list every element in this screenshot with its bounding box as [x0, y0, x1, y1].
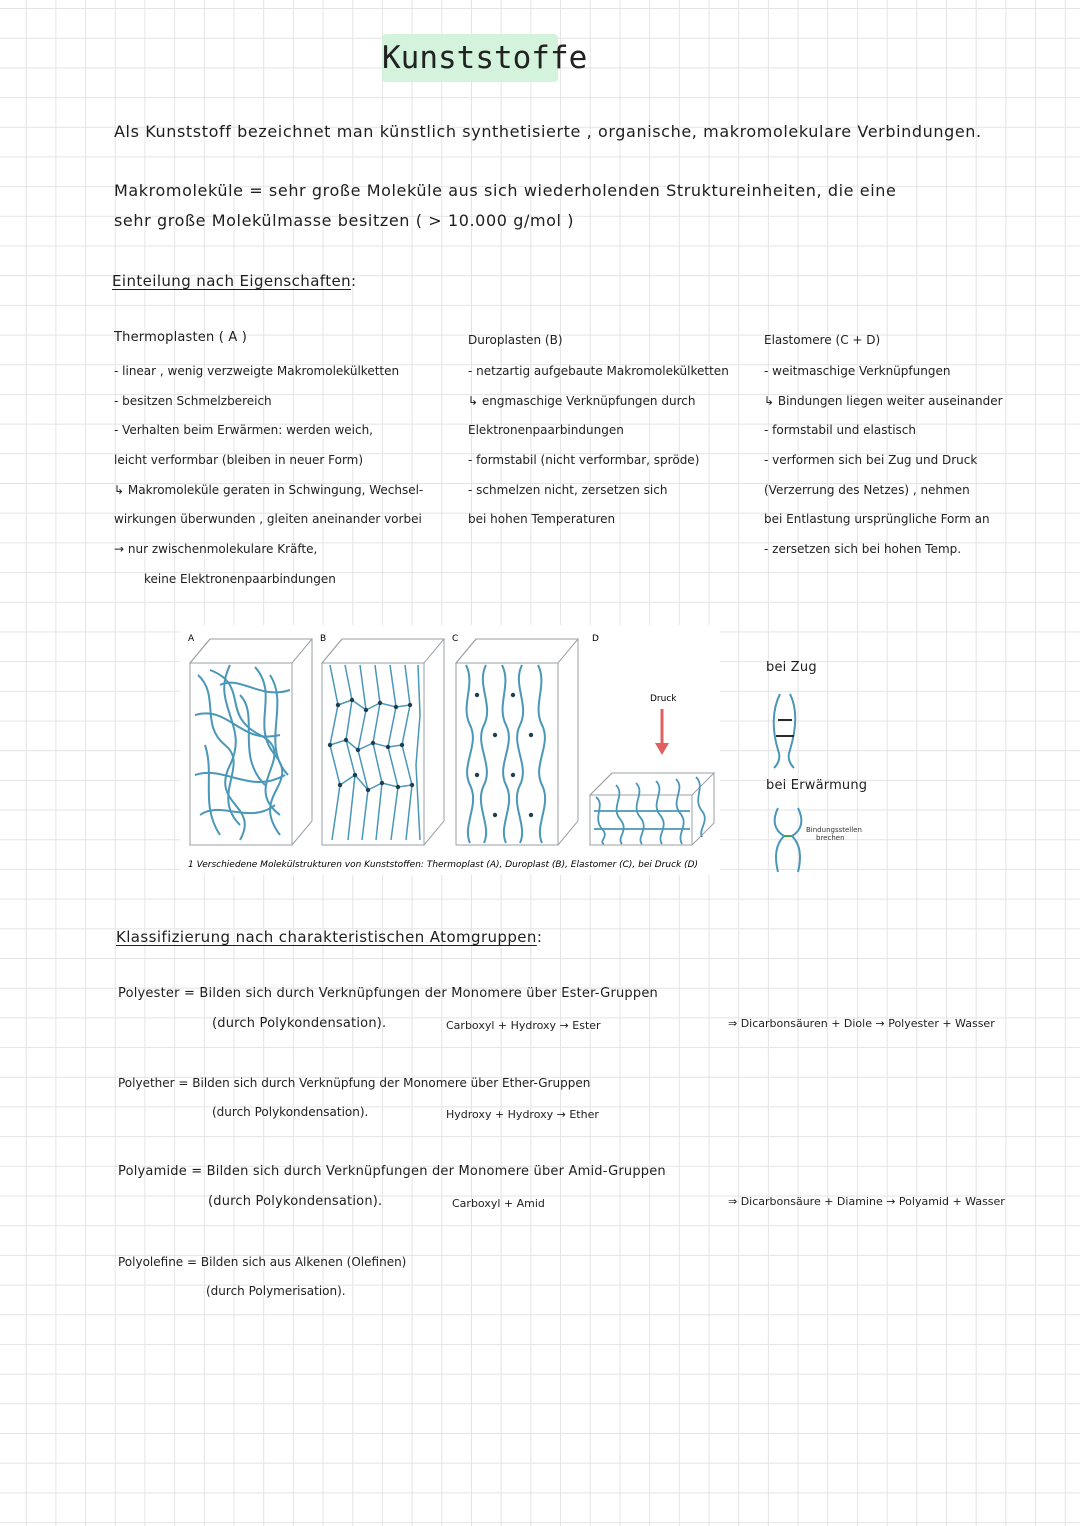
- thermoplasten-line: - linear , wenig verzweigte Makromolekülketten: [114, 364, 400, 378]
- polyester-summary: ⇒ Dicarbonsäuren + Diole → Polyester + Wasser: [728, 1017, 995, 1030]
- thermoplasten-line: - besitzen Schmelzbereich: [114, 393, 272, 408]
- elastomere-line: (Verzerrung des Netzes) , nehmen: [764, 482, 970, 497]
- polyester-reaction: Carboxyl + Hydroxy → Ester: [446, 1019, 601, 1032]
- molecule-structure-figure: [180, 625, 720, 875]
- elastomere-line: - verformen sich bei Zug und Druck: [764, 453, 978, 468]
- polyamide-summary: ⇒ Dicarbonsäure + Diamine → Polyamid + Wasser: [728, 1195, 1005, 1208]
- sketch-note: [806, 826, 862, 842]
- sketch-erwaermung-label: bei Erwärmung: [766, 778, 868, 793]
- sketch-zug-drawing: [762, 690, 822, 770]
- figure-caption: 1 Verschiedene Molekülstrukturen von Kunststoffen: Thermoplast (A), Duroplast (B), Elastomer (C), bei Druck (D): [188, 860, 699, 870]
- elastomere-list: [764, 357, 1003, 565]
- duroplasten-heading: Duroplasten (B): [468, 333, 563, 347]
- sketch-zug-chain-right: [789, 694, 796, 768]
- duroplasten-list: [468, 357, 729, 535]
- polyolefine-line2: (durch Polymerisation).: [206, 1284, 346, 1298]
- thermoplasten-line: → nur zwischenmolekulare Kräfte,: [114, 542, 318, 557]
- definition-text: Als Kunststoff bezeichnet man künstlich synthetisierte , organische, makromolekulare Verbindungen.: [114, 122, 982, 141]
- elastomere-heading: Elastomere (C + D): [764, 333, 881, 347]
- thermoplasten-line: keine Elektronenpaarbindungen: [144, 571, 336, 586]
- elastomere-line: ↳ Bindungen liegen weiter auseinander: [764, 393, 1003, 408]
- section-heading-atomgruppen: [116, 928, 542, 946]
- polyamide-line2: (durch Polykondensation).: [208, 1194, 383, 1209]
- elastomere-line: bei Entlastung ursprüngliche Form an: [764, 512, 990, 527]
- sketch-zug-label: bei Zug: [766, 660, 817, 675]
- thermoplasten-line: wirkungen überwunden , gleiten aneinander vorbei: [114, 512, 422, 527]
- section-heading-eigenschaften: [112, 272, 357, 290]
- thermoplasten-line: - Verhalten beim Erwärmen: werden weich,: [114, 423, 373, 438]
- polyester-line1: Polyester = Bilden sich durch Verknüpfungen der Monomere über Ester-Gruppen: [118, 986, 658, 1001]
- polyamide-line1: Polyamide = Bilden sich durch Verknüpfungen der Monomere über Amid-Gruppen: [118, 1164, 666, 1179]
- polyether-line2: (durch Polykondensation).: [212, 1105, 369, 1119]
- sketch-note-line2: brechen: [816, 834, 845, 842]
- macro-definition-line2: sehr große Molekülmasse besitzen ( > 10.000 g/mol ): [114, 211, 575, 230]
- sketch-erwaermung-chain-left: [775, 808, 784, 872]
- duroplasten-line: - schmelzen nicht, zersetzen sich: [468, 482, 668, 497]
- figure-label-a: A: [188, 634, 195, 644]
- duroplasten-line: - formstabil (nicht verformbar, spröde): [468, 453, 700, 468]
- figure-label-c: C: [452, 634, 459, 644]
- sketch-note-line1: Bindungsstellen: [806, 826, 862, 834]
- thermoplasten-list: [114, 357, 423, 595]
- polyether-line1: Polyether = Bilden sich durch Verknüpfung der Monomere über Ether-Gruppen: [118, 1076, 591, 1090]
- polyether-reaction: Hydroxy + Hydroxy → Ether: [446, 1108, 599, 1121]
- duroplasten-line: ↳ engmaschige Verknüpfungen durch: [468, 393, 696, 408]
- figure-label-b: B: [320, 634, 327, 644]
- section2-heading-colon: :: [536, 928, 543, 946]
- section2-heading-text: Klassifizierung nach charakteristischen Atomgruppen: [116, 928, 537, 946]
- thermoplasten-line: leicht verformbar (bleiben in neuer Form): [114, 453, 364, 468]
- sketch-zug-chain-left: [774, 694, 780, 768]
- druck-label: Druck: [650, 694, 677, 704]
- section-heading-colon: :: [351, 272, 357, 290]
- elastomere-line: - zersetzen sich bei hohen Temp.: [764, 542, 962, 557]
- macro-definition-line1: Makromoleküle = sehr große Moleküle aus sich wiederholenden Struktureinheiten, die eine: [114, 181, 897, 200]
- sketch-erwaermung-chain-right: [792, 808, 801, 872]
- thermoplasten-line: ↳ Makromoleküle geraten in Schwingung, Wechsel-: [114, 482, 424, 497]
- duroplasten-line: Elektronenpaarbindungen: [468, 423, 624, 438]
- polyolefine-line1: Polyolefine = Bilden sich aus Alkenen (Olefinen): [118, 1255, 407, 1269]
- page-title: Kunststoffe: [382, 34, 558, 82]
- polyester-line2: (durch Polykondensation).: [212, 1016, 387, 1031]
- duroplasten-line: bei hohen Temperaturen: [468, 512, 616, 527]
- polyamide-reaction: Carboxyl + Amid: [452, 1197, 545, 1210]
- duroplasten-line: - netzartig aufgebaute Makromolekülketten: [468, 364, 729, 378]
- elastomere-line: - formstabil und elastisch: [764, 423, 916, 438]
- elastomere-line: - weitmaschige Verknüpfungen: [764, 364, 951, 378]
- figure-label-d: D: [592, 634, 599, 644]
- thermoplasten-heading: Thermoplasten ( A ): [114, 330, 248, 345]
- section-heading-text: Einteilung nach Eigenschaften: [112, 272, 352, 290]
